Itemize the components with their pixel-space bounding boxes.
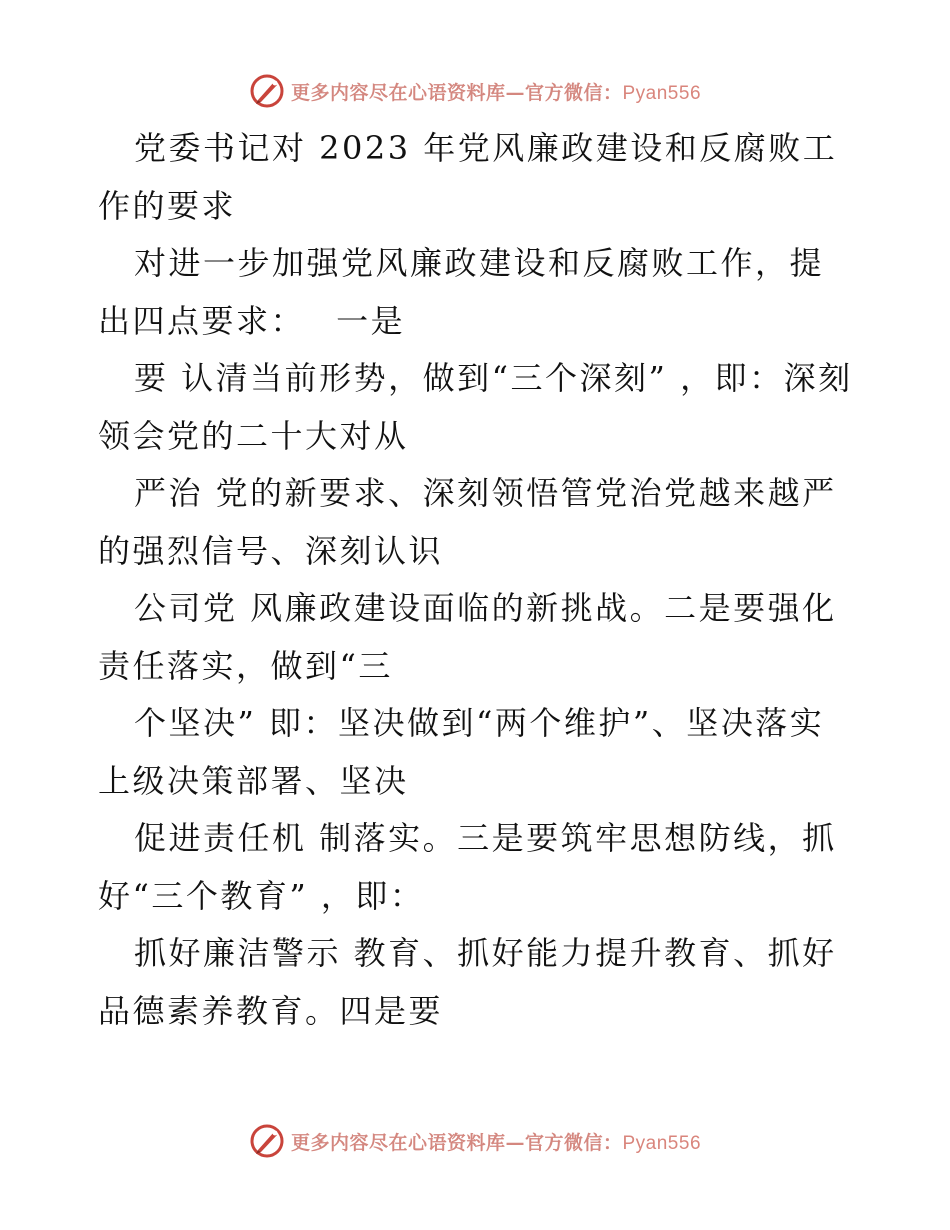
paragraph: 要 认清当前形势，做到“三个深刻” ，即：深刻领会党的二十大对从 [98,359,853,455]
paragraph: 促进责任机 制落实。三是要筑牢思想防线，抓好“三个教育” ，即： [98,819,837,915]
paragraph: 个坚决” 即：坚决做到“两个维护”、坚决落实上级决策部署、坚决 [98,704,825,800]
paragraph: 严治 党的新要求、深刻领悟管党治党越来越严的强烈信号、深刻认识 [98,474,837,570]
paragraph-title: 党委书记对 2023 年党风廉政建设和反腐败工作的要求 [98,129,838,225]
watermark-wechat-id: Pyan556 [622,82,702,104]
header-watermark [0,71,950,111]
watermark-text: 更多内容尽在心语资料库—官方微信：Pyan556 [290,81,702,104]
quill-pen-logo-icon [249,1123,285,1159]
watermark-text: 更多内容尽在心语资料库—官方微信：Pyan556 [290,1131,702,1154]
footer-watermark [0,1121,950,1161]
document-body [98,120,858,1040]
paragraph: 抓好廉洁警示 教育、抓好能力提升教育、抓好品德素养教育。四是要 [98,934,837,1030]
paragraph: 公司党 风廉政建设面临的新挑战。二是要强化责任落实，做到“三 [98,589,837,685]
watermark-wechat-id: Pyan556 [622,1132,702,1154]
paragraph: 对进一步加强党风廉政建设和反腐败工作，提出四点要求： 一是 [98,244,825,340]
quill-pen-logo-icon [249,73,285,109]
